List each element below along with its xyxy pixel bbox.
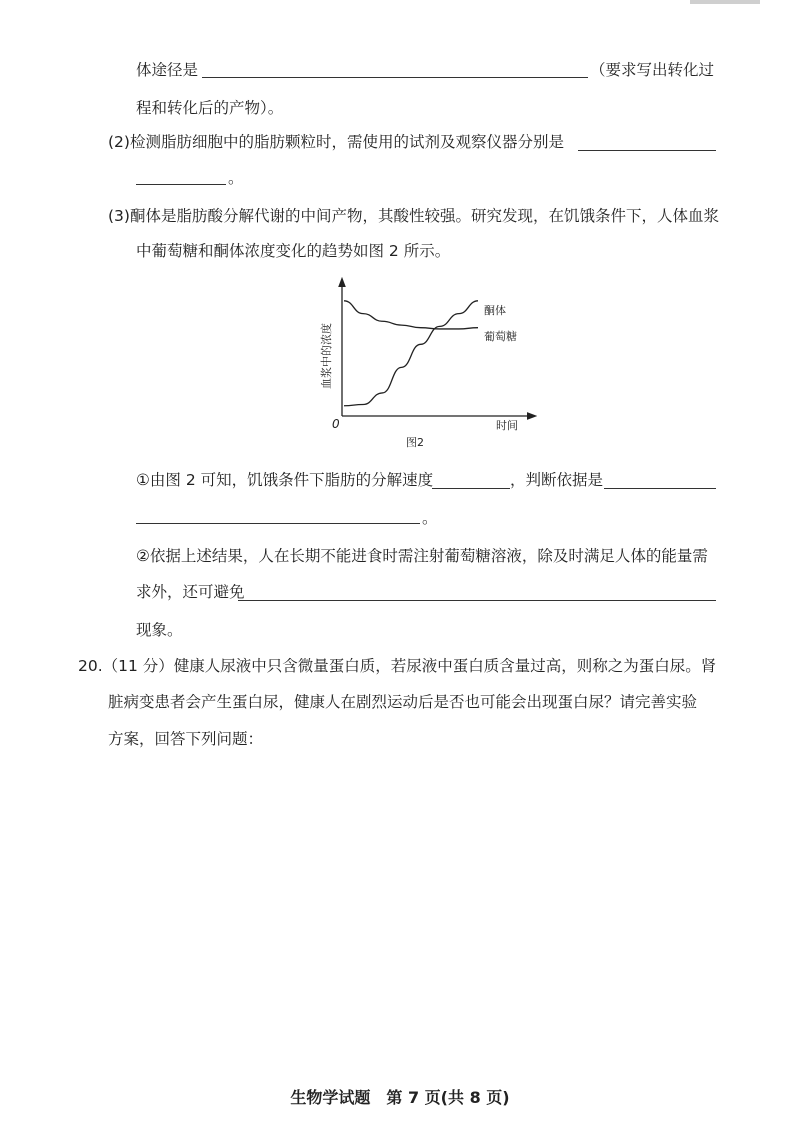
series-line-glucose — [344, 301, 478, 329]
series-label-ketone: 酮体 — [484, 304, 506, 317]
answer-blank-basis-2[interactable] — [136, 523, 420, 524]
answer-blank-basis-1[interactable] — [604, 488, 716, 489]
page-footer: 生物学试题 第 7 页(共 8 页) — [290, 1088, 510, 1107]
q19-part2-text: (2)检测脂肪细胞中的脂肪颗粒时，需使用的试剂及观察仪器分别是 — [108, 133, 564, 151]
q19-part3-line2: 中葡萄糖和酮体浓度变化的趋势如图 2 所示。 — [136, 242, 451, 260]
q20-line1: 20.（11 分）健康人尿液中只含微量蛋白质，若尿液中蛋白质含量过高，则称之为蛋白尿。肾 — [78, 657, 717, 675]
q19-sub1-end: 。 — [422, 509, 438, 527]
q19-part2-end: 。 — [228, 169, 244, 187]
q19-sub2-line2: 求外，还可避免 — [136, 583, 245, 601]
x-axis-label: 时间 — [496, 419, 518, 432]
answer-blank-speed[interactable] — [432, 488, 510, 489]
y-axis-label: 血浆中的浓度 — [320, 323, 333, 389]
q19-line2-text: 程和转化后的产物）。 — [136, 99, 284, 117]
q19-part3-line1: (3)酮体是脂肪酸分解代谢的中间产物，其酸性较强。研究发现，在饥饿条件下，人体血浆 — [108, 207, 719, 225]
q19-line1-tail: （要求写出转化过 — [590, 61, 715, 79]
answer-blank-reagent[interactable] — [578, 150, 716, 151]
answer-blank-avoid[interactable] — [238, 600, 716, 601]
q20-line2: 脏病变患者会产生蛋白尿，健康人在剧烈运动后是否也可能会出现蛋白尿？请完善实验 — [108, 693, 698, 711]
answer-blank-instrument[interactable] — [136, 184, 226, 185]
series-label-glucose: 葡萄糖 — [484, 330, 517, 343]
top-edge-mark — [690, 0, 760, 4]
figure-2-chart — [300, 276, 540, 452]
q19-line1-text: 体途径是 — [136, 61, 199, 79]
q19-sub2-line1: ②依据上述结果，人在长期不能进食时需注射葡萄糖溶液，除及时满足人体的能量需 — [136, 547, 708, 565]
origin-label: 0 — [332, 417, 340, 431]
series-line-ketone — [344, 301, 478, 406]
figure-caption: 图2 — [406, 436, 424, 449]
q19-sub1-text: ①由图 2 可知，饥饿条件下脂肪的分解速度 — [136, 471, 434, 489]
q19-sub1-mid: ，判断依据是 — [510, 471, 604, 489]
q20-line3: 方案，回答下列问题： — [108, 730, 264, 748]
answer-blank-pathway[interactable] — [202, 77, 588, 78]
q19-sub2-line3: 现象。 — [136, 621, 183, 639]
